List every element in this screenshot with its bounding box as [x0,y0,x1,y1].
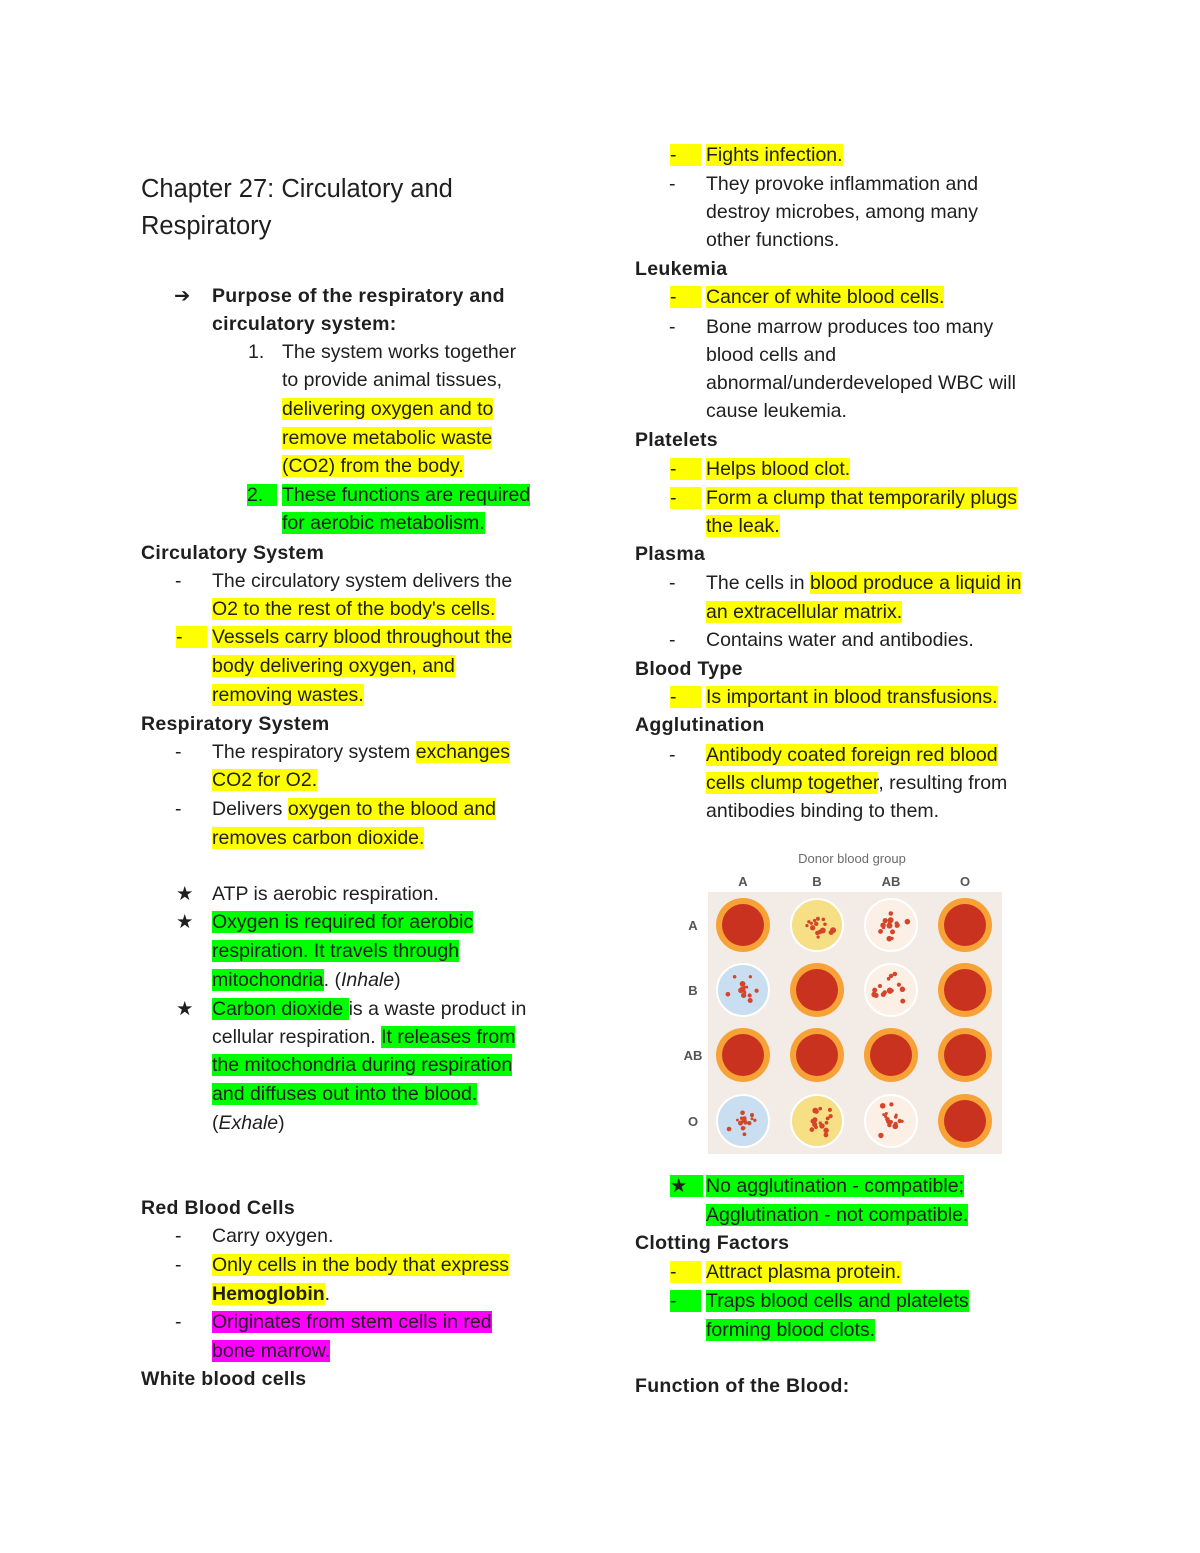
bullet-dash: - [670,144,701,166]
purpose-heading-line2: circulatory system: [212,313,397,335]
highlight-text: Form a clump that temporarily plugs [706,487,1018,509]
list-number: 2. [247,484,277,506]
highlight-text: removing wastes. [212,684,364,706]
section-heading-clotting: Clotting Factors [635,1232,790,1254]
blood-group-grid [675,845,1005,1155]
clump-spot [823,923,827,927]
clump-spot [733,975,737,979]
clump-spot [878,1133,883,1138]
clump-spot [812,1117,817,1122]
highlight-text: delivering oxygen and to [282,398,494,420]
bullet-dash: - [175,1225,182,1247]
bullet-text: The circulatory system delivers the [212,570,513,592]
clump-spot [726,992,731,997]
clump-spot [740,987,744,991]
section-heading-rbc: Red Blood Cells [141,1197,296,1219]
clump-spot [894,1115,898,1119]
highlight-text: body delivering oxygen, and [212,655,455,677]
highlight-text: Traps blood cells and platelets [706,1290,969,1312]
clump-spot [887,988,893,994]
star-text: ATP is aerobic respiration. [212,883,439,905]
clump-spot [889,1102,893,1106]
bullet-text: Contains water and antibodies. [706,629,974,651]
highlight-text: Is important in blood transfusions. [706,686,998,708]
clump-spot [895,923,900,928]
bullet-text: abnormal/underdeveloped WBC will [706,372,1016,394]
highlight-text: respiration. It travels through [212,940,460,962]
highlight-text: the leak. [706,515,780,537]
row-label: A [688,918,698,933]
clump-spot [878,929,883,934]
arrow-icon: ➔ [174,285,191,307]
clump-spot [748,998,753,1003]
clump-spot [887,1123,891,1127]
bullet-dash: - [175,570,182,592]
clump-spot [881,992,886,997]
highlight-text: CO2 for O2. [212,769,318,791]
clump-spot [743,1132,747,1136]
highlight-text: Only cells in the body that express [212,1254,509,1276]
static-text: ) [394,969,401,991]
clump-spot [740,981,746,987]
clump-spot [814,1109,818,1113]
clump-spot [878,984,882,988]
highlight-text: Oxygen is required for aerobic [212,911,474,933]
clump-spot [826,1116,830,1120]
bullet-text: The respiratory system [212,741,416,763]
list-item-text: to provide animal tissues, [282,369,503,391]
star-icon: ★ [176,998,194,1020]
purpose-heading: Purpose of the respiratory and [212,285,505,307]
clump-spot [816,935,819,938]
blood-well-core [870,1034,912,1076]
clump-spot [753,1119,756,1122]
clump-spot [901,1120,904,1123]
highlight-text: and diffuses out into the blood. [212,1083,478,1105]
blood-well-core [722,904,764,946]
highlight-text: an extracellular matrix. [706,601,903,623]
highlight-text: the mitochondria during respiration [212,1054,513,1076]
clump-spot [886,936,892,942]
highlight-text: These functions are required [282,484,531,506]
blood-well-core [796,1034,838,1076]
highlight-text: Attract plasma protein. [706,1261,902,1283]
inhale-text: Inhale [340,969,395,991]
highlight-text: Agglutination - not compatible. [706,1204,969,1226]
clump-spot [897,983,901,987]
clump-spot [810,925,815,930]
clump-spot [747,1121,751,1125]
section-heading-wbc: White blood cells [141,1368,307,1390]
bullet-text: blood cells and [706,344,837,366]
clump-spot [905,919,911,925]
section-heading-circulatory: Circulatory System [141,542,325,564]
bullet-text: Bone marrow produces too many [706,316,994,338]
clump-spot [736,1119,739,1122]
blood-well-core [944,969,986,1011]
highlight-text: (CO2) from the body. [282,455,464,477]
clump-spot [894,1122,898,1126]
static-text: . [324,1283,331,1305]
bullet-dash: - [670,487,701,509]
bullet-text: They provoke inflammation and [706,173,979,195]
clump-spot [828,1108,832,1112]
static-text: , resulting from [878,772,1008,794]
highlight-text: cells clump together [706,772,879,794]
highlight-text: No agglutination - compatible; [706,1175,964,1197]
highlight-text: forming blood clots. [706,1319,876,1341]
clump-spot [887,923,893,929]
column-label: A [738,874,748,889]
clump-spot [813,919,816,922]
clump-spot [880,1103,886,1109]
blood-well-core [796,969,838,1011]
hemoglobin-text: Hemoglobin [212,1283,325,1305]
bullet-dash: - [175,798,182,820]
star-icon: ★ [176,911,194,933]
highlight-text: mitochondria [212,969,324,991]
clump-spot [882,926,886,930]
clump-spot [825,1121,829,1125]
static-text: . ( [323,969,341,991]
highlight-text: Fights infection. [706,144,843,166]
clump-spot [810,1127,815,1132]
clump-spot [874,993,879,998]
static-text: is a waste product in [348,998,527,1020]
clump-spot [810,922,813,925]
bullet-text: destroy microbes, among many [706,201,979,223]
bullet-dash: - [175,741,182,763]
section-heading-blood-type: Blood Type [635,658,743,680]
clump-spot [742,1118,746,1122]
highlight-text: Originates from stem cells in red [212,1311,492,1333]
figure-title: Donor blood group [798,851,906,866]
clump-spot [818,1107,822,1111]
bullet-text: other functions. [706,229,840,251]
clump-spot [882,1113,885,1116]
column-label: AB [881,874,901,889]
section-heading-function: Function of the Blood: [635,1375,850,1397]
clump-spot [805,924,808,927]
clump-spot [816,917,820,921]
clump-spot [751,1117,754,1120]
star-icon: ★ [176,883,194,905]
bullet-dash: - [669,572,676,594]
highlight-text: exchanges [415,741,511,763]
highlight-text: oxygen to the blood and [287,798,497,820]
blood-well-core [722,1034,764,1076]
blood-group-figure [675,845,1005,1155]
clump-spot [814,1125,818,1129]
page-title-line2: Respiratory [141,212,272,240]
star-icon: ★ [670,1175,703,1197]
highlight-text: removes carbon dioxide. [212,827,425,849]
bullet-dash: - [669,173,676,195]
blood-well-core [944,904,986,946]
section-heading-plasma: Plasma [635,543,706,565]
highlight-text: Carbon dioxide [212,998,349,1020]
bullet-dash: - [670,1290,701,1312]
bullet-dash: - [669,316,676,338]
clump-spot [893,972,898,977]
clump-spot [824,1133,829,1138]
bullet-text: antibodies binding to them. [706,800,940,822]
clump-spot [823,1128,829,1134]
bullet-dash: - [670,458,701,480]
clump-spot [889,974,893,978]
clump-spot [889,911,894,916]
highlight-text: Cancer of white blood cells. [706,286,945,308]
bullet-text: Carry oxygen. [212,1225,334,1247]
clump-spot [830,931,834,935]
highlight-text: bone marrow. [212,1340,331,1362]
clump-spot [885,1117,890,1122]
bullet-text: Delivers [212,798,288,820]
clump-spot [883,918,888,923]
clump-spot [743,1126,746,1129]
blood-well-core [944,1100,986,1142]
section-heading-agglutination: Agglutination [635,714,765,736]
clump-spot [750,1113,754,1117]
row-label: B [688,983,698,998]
clump-spot [818,930,823,935]
highlight-text: for aerobic metabolism. [282,512,485,534]
clump-spot [814,922,818,926]
clump-spot [900,999,905,1004]
clump-spot [885,1112,888,1115]
bullet-dash: - [670,686,701,708]
clump-spot [822,918,826,922]
highlight-text: Helps blood clot. [706,458,851,480]
list-number: 1. [248,341,265,363]
row-label: AB [683,1048,703,1063]
column-label: O [959,874,971,889]
highlight-text: It releases from [381,1026,516,1048]
static-text: ( [212,1112,219,1134]
clump-spot [819,1123,824,1128]
highlight-text: Antibody coated foreign red blood [706,744,998,766]
bullet-text: cause leukemia. [706,400,847,422]
section-heading-platelets: Platelets [635,429,718,451]
clump-spot [890,929,895,934]
page-title: Chapter 27: Circulatory and [141,175,453,203]
bullet-dash: - [670,1261,701,1283]
highlight-text: Vessels carry blood throughout the [212,626,513,648]
bullet-text: The cells in [706,572,811,594]
bullet-dash: - [669,744,676,766]
clump-spot [754,989,758,993]
bullet-dash: - [670,286,701,308]
highlight-text: remove metabolic waste [282,427,493,449]
clump-spot [727,1127,732,1132]
static-text: cellular respiration. [212,1026,382,1048]
blood-well-core [944,1034,986,1076]
highlight-text: O2 to the rest of the body's cells. [212,598,496,620]
bullet-dash: - [669,629,676,651]
clump-spot [744,991,747,994]
bullet-dash: - [175,1311,182,1333]
clump-spot [900,987,905,992]
exhale-text: Exhale [218,1112,279,1134]
bullet-dash: - [175,1254,182,1276]
section-heading-leukemia: Leukemia [635,258,728,280]
bullet-dash: - [176,626,207,648]
row-label: O [687,1114,699,1129]
list-item-text: The system works together [282,341,517,363]
clump-spot [749,975,752,978]
column-label: B [812,874,822,889]
clump-spot [740,1111,745,1116]
section-heading-respiratory: Respiratory System [141,713,330,735]
static-text: ) [278,1112,285,1134]
clump-spot [888,917,894,923]
clump-spot [748,993,752,997]
highlight-text: blood produce a liquid in [810,572,1022,594]
